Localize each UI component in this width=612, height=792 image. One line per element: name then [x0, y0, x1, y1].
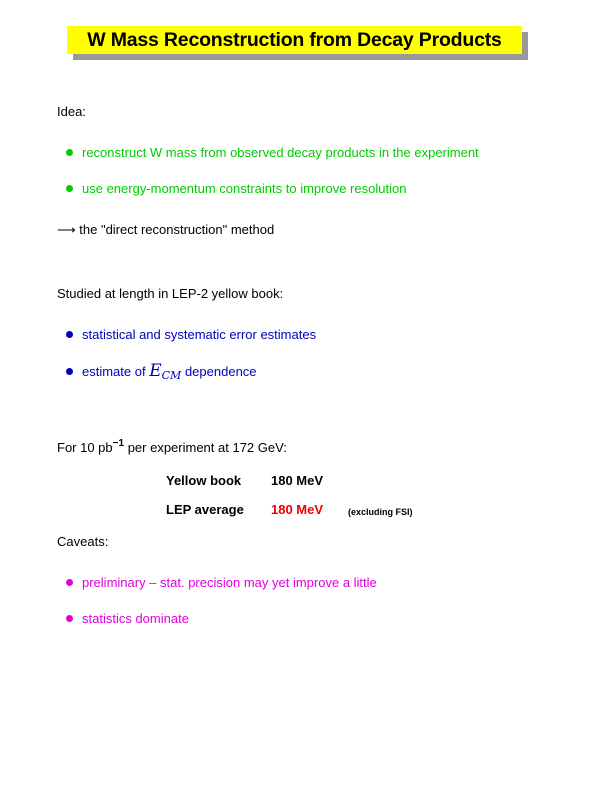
idea-heading: Idea:	[57, 104, 86, 119]
long-arrow-icon: ⟶	[57, 222, 76, 237]
ecm-subscript: CM	[161, 369, 182, 382]
row2-note: (excluding FSI)	[348, 507, 413, 517]
bullet-dot	[66, 149, 73, 156]
bullet-dot	[66, 579, 73, 586]
bullet-dot	[66, 331, 73, 338]
arrow-text: the "direct reconstruction" method	[79, 222, 275, 237]
ecm-base: E	[149, 361, 162, 381]
idea-bullet-2: use energy-momentum constraints to improve resolution	[82, 181, 407, 196]
row2-value: 180 MeV	[271, 502, 324, 517]
luminosity-superscript: −1	[112, 438, 125, 449]
luminosity-line	[57, 436, 287, 456]
luminosity-prefix: For 10 pb	[57, 440, 113, 455]
page-title: W Mass Reconstruction from Decay Products	[67, 26, 522, 54]
idea-bullet-1: reconstruct W mass from observed decay products in the experiment	[82, 145, 479, 160]
studied-heading: Studied at length in LEP-2 yellow book:	[57, 286, 284, 301]
studied-bullet-2-prefix: estimate of	[82, 364, 146, 379]
luminosity-suffix: per experiment at 172 GeV:	[127, 440, 287, 455]
studied-bullet-1: statistical and systematic error estimates	[82, 327, 317, 342]
caveat-bullet-2: statistics dominate	[82, 611, 189, 626]
caveats-heading: Caveats:	[57, 534, 109, 549]
arrow-line	[57, 222, 274, 238]
bullet-dot	[66, 368, 73, 375]
studied-bullet-2	[82, 363, 257, 384]
studied-bullet-2-suffix: dependence	[184, 364, 257, 379]
row1-value: 180 MeV	[271, 473, 324, 488]
bullet-dot	[66, 185, 73, 192]
ecm-symbol	[149, 361, 181, 381]
title-banner	[67, 26, 522, 54]
bullet-dot	[66, 615, 73, 622]
caveat-bullet-1: preliminary – stat. precision may yet improve a little	[82, 575, 377, 590]
row1-label: Yellow book	[166, 473, 242, 488]
row2-label: LEP average	[166, 502, 244, 517]
